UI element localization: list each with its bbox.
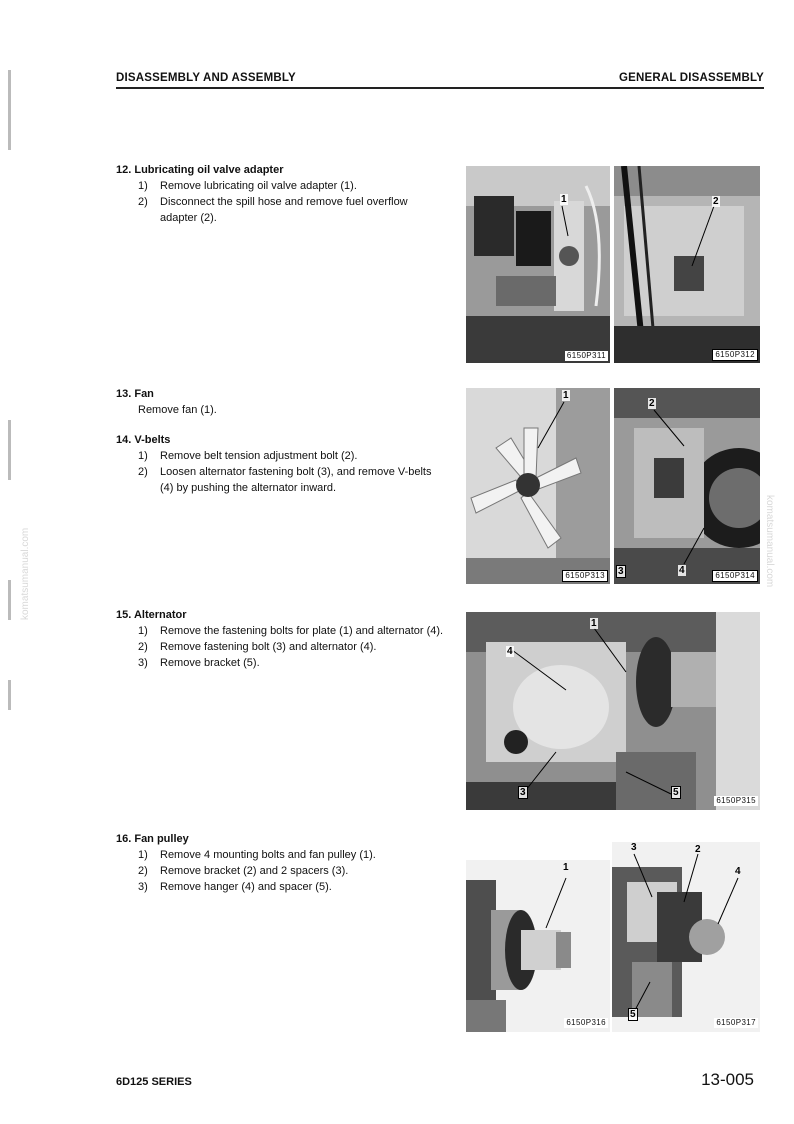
step-number: 1) (138, 450, 148, 462)
photo-caption: 6150P317 (716, 1018, 756, 1027)
step (116, 863, 446, 879)
callout-label: 3 (618, 566, 624, 577)
callout-label: 2 (713, 196, 719, 207)
step (116, 623, 446, 639)
margin-mark (8, 420, 11, 480)
photo-caption: 6150P316 (566, 1018, 606, 1027)
margin-mark (8, 580, 11, 620)
photo-caption: 6150P311 (566, 351, 606, 360)
callout-label: 3 (520, 787, 526, 798)
section-14 (116, 432, 446, 496)
section-16 (116, 831, 446, 895)
step-number: 2) (138, 196, 148, 208)
callout-label: 2 (649, 398, 655, 409)
callout-label: 5 (673, 787, 679, 798)
step (116, 655, 446, 671)
callout-label: 3 (631, 842, 637, 853)
photo-6150p313 (466, 388, 610, 584)
section-title: 13. Fan (116, 388, 154, 400)
photo-caption: 6150P313 (562, 570, 608, 582)
callout-label: 1 (561, 194, 567, 205)
margin-mark (8, 70, 11, 150)
photo-caption: 6150P312 (712, 349, 758, 361)
callout-label: 2 (695, 844, 701, 855)
section-title: 15. Alternator (116, 609, 187, 621)
callout-label: 5 (630, 1009, 636, 1020)
step-text: Remove bracket (2) and 2 spacers (3). (160, 865, 349, 877)
step (116, 879, 446, 895)
photo-caption: 6150P314 (712, 570, 758, 582)
section-13 (116, 386, 446, 418)
callout-label: 1 (563, 862, 569, 873)
footer-series: 6D125 SERIES (116, 1076, 192, 1088)
photo-6150p312 (614, 166, 760, 363)
step (116, 639, 446, 655)
step-text: Remove 4 mounting bolts and fan pulley (1). (160, 849, 376, 861)
step-number: 1) (138, 625, 148, 637)
step-text: Remove fastening bolt (3) and alternator (4). (160, 641, 377, 653)
photo-6150p314 (614, 388, 760, 584)
section-12 (116, 162, 446, 226)
step-text: Loosen alternator fastening bolt (3), and remove V-belts (4) by pushing the alternator inward. (160, 466, 432, 494)
step (116, 847, 446, 863)
step-number: 1) (138, 180, 148, 192)
step-number: 2) (138, 466, 148, 478)
step (116, 178, 446, 194)
callout-label: 4 (735, 866, 741, 877)
photo-6150p317 (612, 842, 760, 1032)
watermark-left: komatsumanual.com (20, 527, 31, 620)
step (116, 464, 446, 496)
section-15 (116, 607, 446, 671)
step (116, 194, 446, 226)
step-number: 3) (138, 881, 148, 893)
photo-6150p315 (466, 612, 760, 810)
callout-label: 1 (591, 618, 597, 629)
step-number: 2) (138, 865, 148, 877)
header-rule (116, 87, 764, 89)
header-right-title: GENERAL DISASSEMBLY (618, 72, 764, 84)
step-text: Remove belt tension adjustment bolt (2). (160, 450, 358, 462)
section-title: 14. V-belts (116, 434, 171, 446)
step-number: 1) (138, 849, 148, 861)
callout-label: 1 (563, 390, 569, 401)
margin-mark (8, 680, 11, 710)
watermark-right: komatsumanual.com (764, 495, 775, 588)
step-number: 3) (138, 657, 148, 669)
step-text: Remove hanger (4) and spacer (5). (160, 881, 332, 893)
header-left-title: DISASSEMBLY AND ASSEMBLY (116, 72, 296, 84)
section-title: 12. Lubricating oil valve adapter (116, 164, 284, 176)
photo-6150p316 (466, 860, 610, 1032)
step-text: Remove the fastening bolts for plate (1) and alternator (4). (160, 625, 444, 637)
step-text: Remove bracket (5). (160, 657, 260, 669)
step-text: Remove fan (1). (138, 404, 217, 416)
step-text: Disconnect the spill hose and remove fuel overflow adapter (2). (160, 196, 408, 224)
photo-caption: 6150P315 (716, 796, 756, 805)
callout-label: 4 (507, 646, 513, 657)
step-text: Remove lubricating oil valve adapter (1). (160, 180, 357, 192)
footer-page-number: 13-005 (701, 1070, 754, 1089)
section-title: 16. Fan pulley (116, 833, 189, 845)
callout-label: 4 (679, 565, 685, 576)
step (116, 448, 446, 464)
step-number: 2) (138, 641, 148, 653)
photo-6150p311 (466, 166, 610, 363)
